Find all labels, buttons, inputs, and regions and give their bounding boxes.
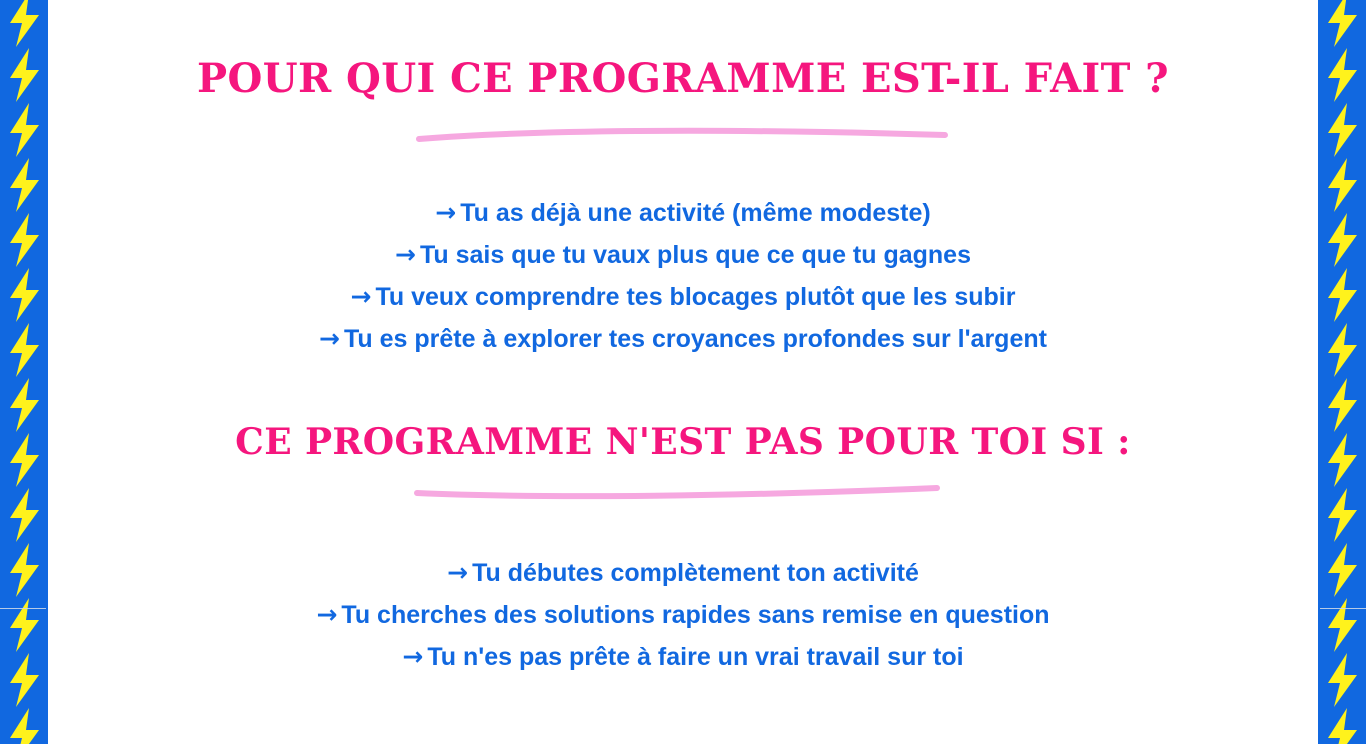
list-item — [48, 276, 1318, 318]
lightning-bolt-icon — [1321, 377, 1363, 433]
lightning-bolt-icon — [3, 212, 45, 268]
list-item-label: Tu veux comprendre tes blocages plutôt que les subir — [375, 283, 1016, 311]
lightning-bolt-icon — [3, 377, 45, 433]
arrow-icon: → — [435, 198, 457, 227]
lightning-bolt-icon — [3, 597, 45, 653]
lightning-bolt-icon — [3, 542, 45, 598]
list-item-label: Tu cherches des solutions rapides sans remise en question — [341, 601, 1050, 629]
crop-guide-right — [1320, 608, 1366, 609]
list-item-label: Tu as déjà une activité (même modeste) — [460, 199, 931, 227]
section-1-underline — [48, 126, 1318, 148]
arrow-icon: → — [316, 600, 338, 629]
arrow-icon: → — [402, 642, 424, 671]
lightning-bolt-icon — [1321, 542, 1363, 598]
list-item — [48, 594, 1318, 636]
lightning-bolt-icon — [3, 267, 45, 323]
section-1-heading: POUR QUI CE PROGRAMME EST-IL FAIT ? — [197, 55, 1169, 102]
crop-guide-left — [0, 608, 46, 609]
left-lightning-border — [0, 0, 48, 744]
lightning-bolt-icon — [1321, 157, 1363, 213]
arrow-icon: → — [447, 558, 469, 587]
section-2-heading: CE PROGRAMME N'EST PAS POUR TOI SI : — [235, 421, 1131, 463]
list-item — [48, 552, 1318, 594]
arrow-icon: → — [319, 324, 340, 353]
lightning-bolt-icon — [1321, 322, 1363, 378]
list-item — [48, 318, 1318, 360]
list-item-label: Tu débutes complètement ton activité — [472, 559, 919, 587]
lightning-bolt-icon — [1321, 0, 1363, 48]
lightning-bolt-icon — [3, 487, 45, 543]
lightning-bolt-icon — [3, 0, 45, 48]
lightning-bolt-icon — [1321, 707, 1363, 744]
section-2-list — [48, 552, 1318, 678]
lightning-bolt-icon — [1321, 47, 1363, 103]
right-lightning-border — [1318, 0, 1366, 744]
lightning-bolt-icon — [3, 652, 45, 708]
arrow-icon: → — [350, 282, 372, 311]
lightning-bolt-icon — [3, 322, 45, 378]
lightning-bolt-icon — [1321, 652, 1363, 708]
list-item-label: Tu n'es pas prête à faire un vrai travail sur toi — [427, 643, 964, 671]
list-item-label: Tu es prête à explorer tes croyances profondes sur l'argent — [344, 325, 1047, 353]
lightning-bolt-icon — [1321, 487, 1363, 543]
lightning-bolt-icon — [1321, 597, 1363, 653]
section-1-list — [48, 192, 1318, 360]
lightning-bolt-icon — [3, 102, 45, 158]
lightning-bolt-icon — [1321, 102, 1363, 158]
list-item — [48, 234, 1318, 276]
lightning-bolt-icon — [3, 47, 45, 103]
slide-content — [48, 0, 1318, 744]
arrow-icon: → — [395, 240, 416, 269]
lightning-bolt-icon — [1321, 432, 1363, 488]
lightning-bolt-icon — [3, 707, 45, 744]
lightning-bolt-icon — [1321, 212, 1363, 268]
lightning-bolt-icon — [1321, 267, 1363, 323]
lightning-bolt-icon — [3, 432, 45, 488]
list-item — [48, 192, 1318, 234]
list-item-label: Tu sais que tu vaux plus que ce que tu gagnes — [419, 241, 971, 269]
section-2-underline — [48, 482, 1318, 504]
list-item — [48, 636, 1318, 678]
lightning-bolt-icon — [3, 157, 45, 213]
